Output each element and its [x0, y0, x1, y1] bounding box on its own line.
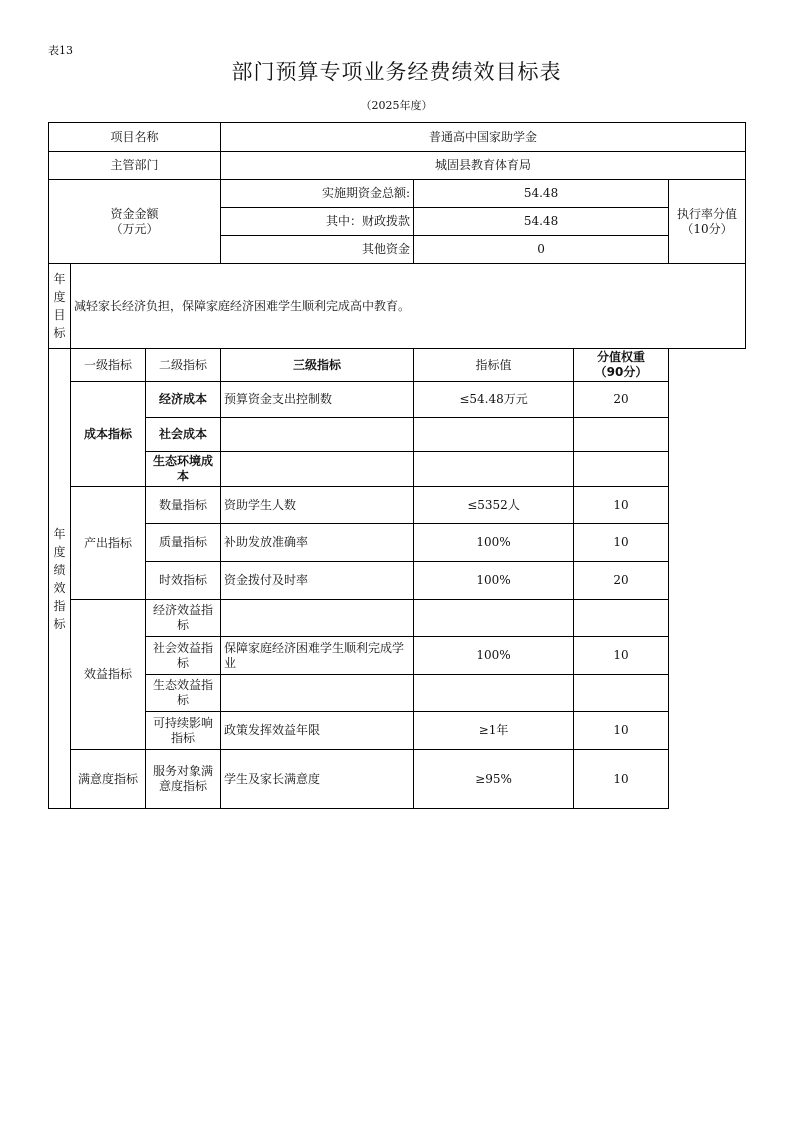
side-label-char: 年	[53, 526, 66, 541]
goal-label-char: 标	[53, 326, 66, 340]
weight-cell: 10	[574, 637, 669, 675]
level2-cell: 服务对象满意度指标	[146, 750, 221, 809]
value-cell	[414, 600, 574, 637]
level2-cell: 社会成本	[146, 418, 221, 452]
weight-cell	[574, 675, 669, 712]
level3-cell	[221, 675, 414, 712]
header-level1: 一级指标	[71, 349, 146, 382]
header-weight	[574, 349, 669, 382]
indicator-row	[49, 750, 746, 809]
value-cell: ≥95%	[414, 750, 574, 809]
weight-cell: 10	[574, 750, 669, 809]
project-name-row	[49, 123, 746, 152]
value-cell	[414, 418, 574, 452]
goal-label-char: 度	[53, 290, 66, 304]
indicator-header-row	[49, 349, 746, 382]
page-title: 部门预算专项业务经费绩效目标表	[231, 60, 562, 84]
header-level3: 三级指标	[221, 349, 414, 382]
level2-cell: 数量指标	[146, 487, 221, 524]
header-weight-line2: （90分）	[594, 365, 648, 379]
total-funds-value: 54.48	[414, 180, 669, 208]
indicator-row	[49, 675, 746, 712]
benefit-indicator-label: 效益指标	[71, 600, 146, 750]
indicator-row	[49, 418, 746, 452]
value-cell: 100%	[414, 562, 574, 600]
funds-total-row	[49, 180, 746, 208]
indicator-row	[49, 562, 746, 600]
exec-rate-line2: （10分）	[681, 221, 733, 236]
budget-year: （2025年度）	[360, 99, 433, 112]
level3-cell: 学生及家长满意度	[221, 750, 414, 809]
exec-rate-label	[669, 180, 746, 264]
project-name-value: 普通高中国家助学金	[221, 123, 746, 152]
performance-table	[48, 122, 746, 809]
value-cell: ≤54.48万元	[414, 382, 574, 418]
value-cell	[414, 452, 574, 487]
annual-goal-row	[49, 264, 746, 349]
indicator-row	[49, 637, 746, 675]
level3-cell: 预算资金支出控制数	[221, 382, 414, 418]
goal-label-char: 目	[53, 308, 66, 322]
level2-cell: 经济效益指标	[146, 600, 221, 637]
level2-cell: 可持续影响指标	[146, 712, 221, 750]
level3-cell: 资助学生人数	[221, 487, 414, 524]
total-funds-label: 实施期资金总额:	[221, 180, 414, 208]
header-level2: 二级指标	[146, 349, 221, 382]
side-label-char: 标	[53, 616, 66, 631]
level2-cell: 生态效益指标	[146, 675, 221, 712]
output-indicator-label: 产出指标	[71, 487, 146, 600]
indicator-row	[49, 382, 746, 418]
indicator-row	[49, 524, 746, 562]
header-weight-line1: 分值权重	[597, 350, 646, 364]
level3-cell: 保障家庭经济困难学生顺利完成学业	[221, 637, 414, 675]
level3-cell: 政策发挥效益年限	[221, 712, 414, 750]
annual-goal-label	[49, 264, 71, 349]
funds-label	[49, 180, 221, 264]
side-label-char: 度	[53, 544, 66, 559]
annual-goal-text: 减轻家长经济负担，保障家庭经济困难学生顺利完成高中教育。	[71, 264, 746, 349]
weight-cell: 10	[574, 487, 669, 524]
level3-cell: 资金拨付及时率	[221, 562, 414, 600]
value-cell: 100%	[414, 524, 574, 562]
value-cell: ≤5352人	[414, 487, 574, 524]
fiscal-funds-label: 其中：财政拨款	[221, 208, 414, 236]
level2-cell: 社会效益指标	[146, 637, 221, 675]
weight-cell	[574, 452, 669, 487]
indicator-row	[49, 452, 746, 487]
goal-label-char: 年	[53, 272, 66, 286]
dept-label: 主管部门	[49, 152, 221, 180]
weight-cell: 10	[574, 712, 669, 750]
exec-rate-line1: 执行率分值	[677, 206, 738, 221]
level3-cell	[221, 600, 414, 637]
funds-label-line1: 资金金额	[110, 206, 159, 221]
dept-value: 城固县教育体育局	[221, 152, 746, 180]
weight-cell: 20	[574, 562, 669, 600]
weight-cell	[574, 418, 669, 452]
level3-cell: 补助发放准确率	[221, 524, 414, 562]
side-label-char: 指	[53, 598, 66, 613]
value-cell: ≥1年	[414, 712, 574, 750]
cost-indicator-label: 成本指标	[71, 382, 146, 487]
indicator-row	[49, 712, 746, 750]
dept-row	[49, 152, 746, 180]
level2-cell: 经济成本	[146, 382, 221, 418]
side-label-char: 绩	[53, 562, 66, 577]
side-label-char: 效	[53, 580, 66, 595]
other-funds-label: 其他资金	[221, 236, 414, 264]
level2-cell: 生态环境成本	[146, 452, 221, 487]
level2-cell: 质量指标	[146, 524, 221, 562]
value-cell	[414, 675, 574, 712]
other-funds-value: 0	[414, 236, 669, 264]
indicator-row	[49, 600, 746, 637]
funds-label-line2: （万元）	[110, 221, 159, 236]
weight-cell: 10	[574, 524, 669, 562]
weight-cell	[574, 600, 669, 637]
indicator-row	[49, 487, 746, 524]
header-value: 指标值	[414, 349, 574, 382]
level3-cell	[221, 452, 414, 487]
weight-cell: 20	[574, 382, 669, 418]
project-name-label: 项目名称	[49, 123, 221, 152]
table-number: 表13	[48, 44, 73, 57]
level3-cell	[221, 418, 414, 452]
level2-cell: 时效指标	[146, 562, 221, 600]
annual-indicator-side-label	[49, 349, 71, 809]
fiscal-funds-value: 54.48	[414, 208, 669, 236]
value-cell: 100%	[414, 637, 574, 675]
satisfaction-indicator-label: 满意度指标	[71, 750, 146, 809]
